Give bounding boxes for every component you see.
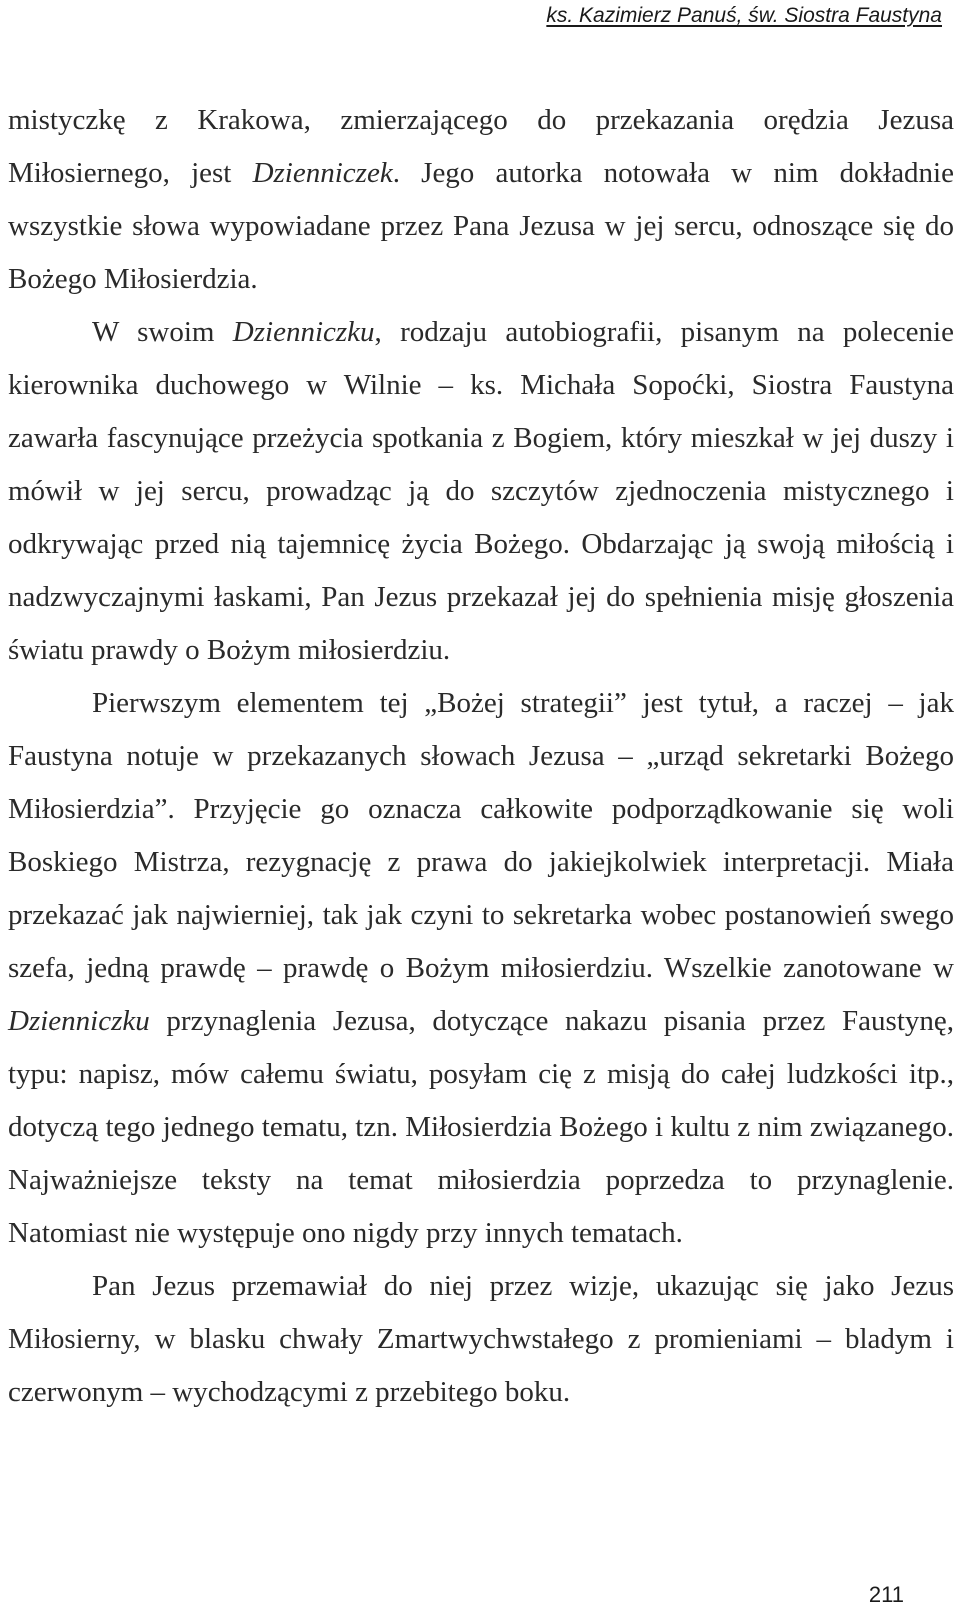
paragraph-2-text: W swoim bbox=[92, 316, 233, 348]
paragraph-4-text: Pan Jezus przemawiał do niej przez wizje, ukazując się jako Jezus Miłosierny, w blasku chwały Zmartwychwstałego z promieniami – bladym i czerwonym – wychodzącymi z przebitego boku. bbox=[8, 1270, 954, 1408]
paragraph-4 bbox=[8, 1260, 954, 1419]
paragraph-3-text-end: przynaglenia Jezusa, dotyczące nakazu pisania przez Faustynę, typu: napisz, mów całemu światu, posyłam cię z misją do całej ludzkości itp., dotyczą tego jednego tematu, tzn. Miłosierdzia Bożego i kultu z nim związanego. Najważniejsze teksty na temat miłosierdzia poprzedza to przynaglenie. Natomiast nie występuje ono nigdy przy innych tematach. bbox=[8, 1005, 954, 1249]
paragraph-2-text-end: , rodzaju autobiografii, pisanym na polecenie kierownika duchowego w Wilnie – ks. Michała Sopoćki, Siostra Faustyna zawarła fascynujące przeżycia spotkania z Bogiem, który mieszkał w jej duszy i mówił w jej sercu, prowadząc ją do szczytów zjednoczenia mistycznego i odkrywając przed nią tajemnicę życia Bożego. Obdarzając ją swoją miłością i nadzwyczajnymi łaskami, Pan Jezus przekazał jej do spełnienia misję głoszenia światu prawdy o Bożym miłosierdziu. bbox=[8, 316, 954, 666]
page-number: 211 bbox=[868, 1582, 904, 1607]
paragraph-1-text-end: . Jego autorka notowała w nim dokładnie wszystkie słowa wypowiadane przez Pana Jezusa w jej sercu, odnoszące się do Bożego Miłosierdzia. bbox=[8, 157, 954, 295]
paragraph-2-title: Dzienniczku bbox=[232, 316, 375, 348]
paragraph-1 bbox=[8, 94, 954, 306]
paragraph-3 bbox=[8, 677, 954, 1260]
paragraph-1-title: Dzienniczek bbox=[252, 157, 393, 189]
paragraph-3-text: Pierwszym elementem tej „Bożej strategii” jest tytuł, a raczej – jak Faustyna notuje w przekazanych słowach Jezusa – „urząd sekretarki Bożego Miłosierdzia”. Przyjęcie go oznacza całkowite podporządkowanie się woli Boskiego Mistrza, rezygnację z prawa do jakiejkolwiek interpretacji. Miała przekazać jak najwierniej, tak jak czyni to sekretarka wobec postanowień swego szefa, jedną prawdę – prawdę o Bożym miłosierdziu. Wszelkie zanotowane w bbox=[8, 687, 954, 984]
paragraph-2 bbox=[8, 306, 954, 677]
paragraph-1-text: mistyczkę z Krakowa, zmierzającego do przekazania orędzia Jezusa Miłosiernego, jest bbox=[8, 104, 954, 189]
paragraph-3-title: Dzienniczku bbox=[8, 1005, 150, 1037]
running-head: ks. Kazimierz Panuś, św. Siostra Faustyna bbox=[546, 4, 942, 27]
body-text bbox=[8, 94, 954, 1419]
